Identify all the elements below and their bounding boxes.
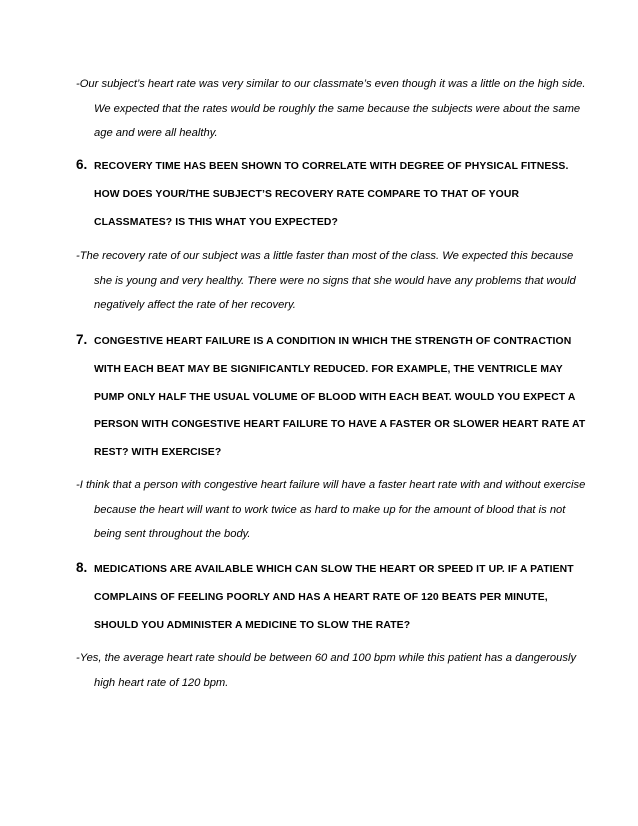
question-7-text: CONGESTIVE HEART FAILURE IS A CONDITION IN WHICH THE STRENGTH OF CONTRACTION WITH EACH BEAT MAY BE SIGNIFICANTLY REDUCED. FOR EXAMPLE, THE VENTRICLE MAY PUMP ONLY HALF THE USUAL VOLUME OF BLOOD WITH EACH BEAT. WOULD YOU EXPECT A PERSON WITH CONGESTIVE HEART FAILURE TO HAVE A FASTER OR SLOWER HEART RATE AT REST? WITH EXERCISE? bbox=[94, 336, 586, 459]
question-7 bbox=[76, 326, 594, 467]
answer-6: -The recovery rate of our subject was a little faster than most of the class. We expected this because she is young and very healthy. There were no signs that she would have any problems that would negatively affect the rate of her recovery. bbox=[76, 250, 576, 311]
question-8-number: 8. bbox=[76, 560, 88, 575]
question-6-text: RECOVERY TIME HAS BEEN SHOWN TO CORRELATE WITH DEGREE OF PHYSICAL FITNESS. HOW DOES YOUR/THE SUBJECT’S RECOVERY RATE COMPARE TO THAT OF YOUR CLASSMATES? IS THIS WHAT YOU EXPECTED? bbox=[94, 161, 569, 228]
question-6 bbox=[76, 151, 594, 236]
question-7-number: 7. bbox=[76, 332, 88, 347]
answer-7: -I think that a person with congestive heart failure will have a faster heart rate with and without exercise because the heart will want to work twice as hard to make up for the amount of blood that is not being sent throughout the body. bbox=[76, 479, 586, 540]
question-8 bbox=[76, 554, 594, 639]
question-6-number: 6. bbox=[76, 157, 88, 172]
answer-8: -Yes, the average heart rate should be between 60 and 100 bpm while this patient has a dangerously high heart rate of 120 bpm. bbox=[76, 652, 577, 689]
answer-5: -Our subject’s heart rate was very similar to our classmate’s even though it was a little on the high side. We expected that the rates would be roughly the same because the subjects were about the same age and were all healthy. bbox=[76, 78, 586, 139]
question-8-text: MEDICATIONS ARE AVAILABLE WHICH CAN SLOW THE HEART OR SPEED IT UP. IF A PATIENT COMPLAINS OF FEELING POORLY AND HAS A HEART RATE OF 120 BEATS PER MINUTE, SHOULD YOU ADMINISTER A MEDICINE TO SLOW THE RATE? bbox=[94, 564, 574, 631]
